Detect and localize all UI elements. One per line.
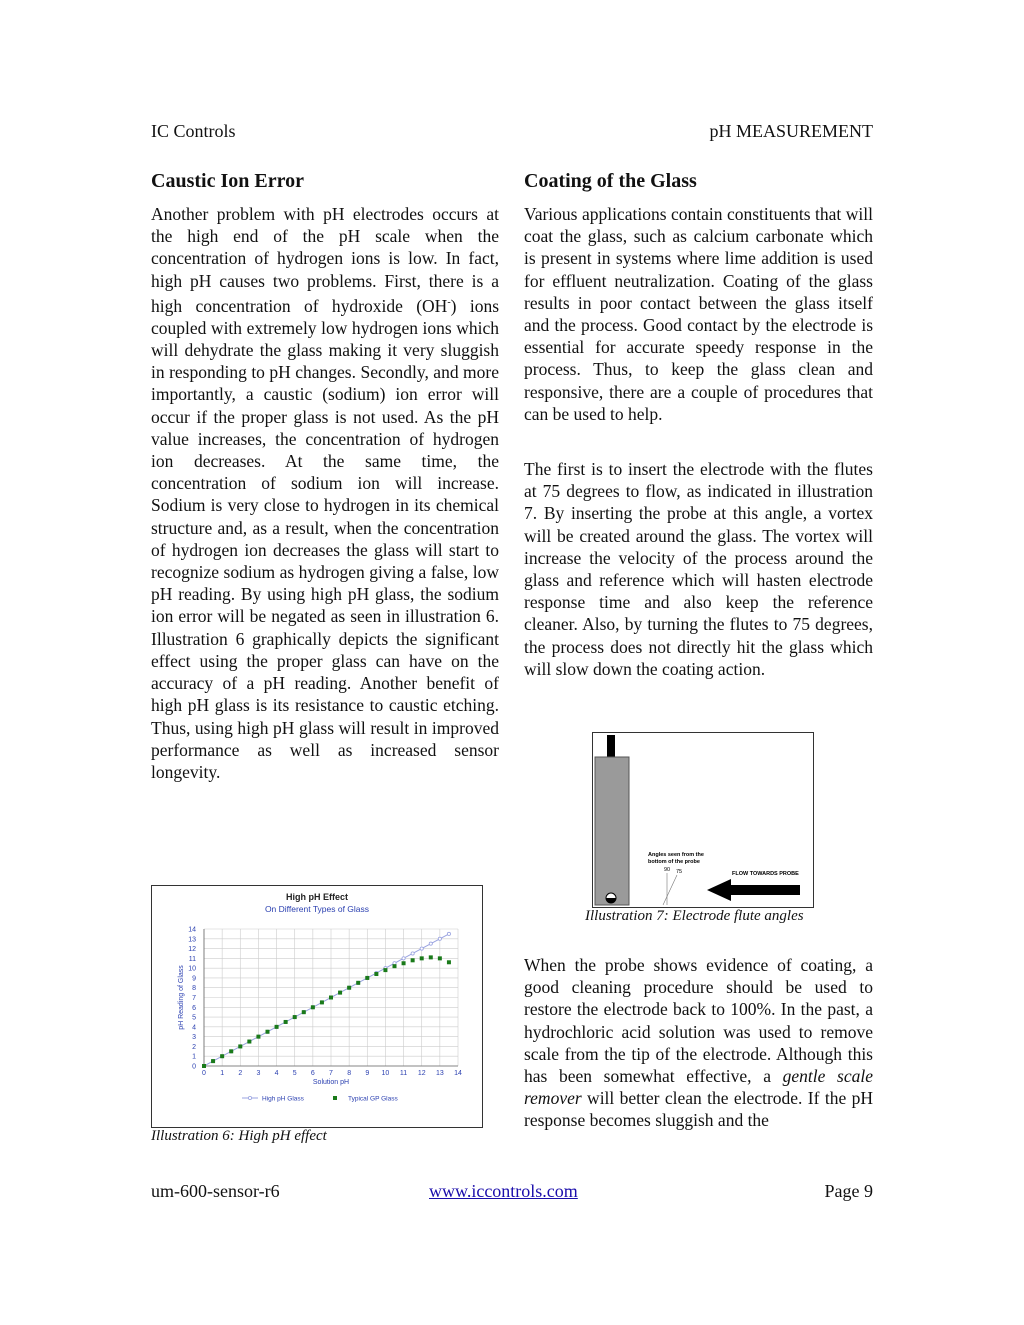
point-typical-gp-glass [338, 991, 342, 995]
high-ph-chart [152, 886, 482, 1127]
y-tick-label: 12 [188, 946, 196, 954]
point-typical-gp-glass [284, 1020, 288, 1024]
point-typical-gp-glass [383, 968, 387, 972]
footer-website-link[interactable]: www.iccontrols.com [429, 1181, 578, 1201]
point-typical-gp-glass [402, 961, 406, 965]
y-tick-label: 13 [188, 936, 196, 944]
point-typical-gp-glass [302, 1010, 306, 1014]
flow-arrow-icon [707, 879, 800, 901]
angle-75-label: 75 [676, 869, 683, 875]
chart-subtitle: On Different Types of Glass [264, 904, 370, 914]
header-right: pH MEASUREMENT [709, 121, 873, 141]
angles-label-line2: bottom of the probe [648, 859, 700, 865]
y-tick-label: 10 [188, 965, 196, 973]
chart-title: High pH Effect [286, 892, 348, 902]
x-tick-label: 8 [347, 1070, 352, 1077]
point-typical-gp-glass [275, 1025, 279, 1029]
caption-illustration-6: Illustration 6: High pH effect [151, 1128, 327, 1144]
y-tick-label: 9 [192, 975, 196, 983]
section-heading-coating: Coating of the Glass [524, 170, 697, 192]
flow-label: FLOW TOWARDS PROBE [732, 871, 799, 877]
angle-75-line [663, 875, 677, 905]
x-tick-label: 3 [256, 1070, 261, 1077]
point-typical-gp-glass [229, 1049, 233, 1053]
figure-electrode-flute-angles [592, 732, 814, 908]
point-typical-gp-glass [438, 956, 442, 960]
y-tick-label: 2 [192, 1043, 196, 1051]
figure-high-ph-chart [151, 885, 483, 1128]
x-tick-label: 1 [220, 1070, 225, 1077]
coating-paragraph-2: The first is to insert the electrode with the flutes at 75 degrees to flow, as indicated in illustration 7. By inserting the probe at this angle, a vortex will be created around the glass. The vortex will increase the velocity of the process around the glass and reference which will hasten electrode response time and also keep the reference cleaner. Also, by turning the flutes to 75 degrees, the process does not directly hit the glass which will slow down the coating action. [524, 459, 873, 679]
probe-cable [607, 735, 615, 757]
point-high-ph-glass [411, 952, 414, 955]
y-axis-label: pH Reading of Glass [178, 965, 185, 1030]
caption-illustration-7: Illustration 7: Electrode flute angles [585, 908, 804, 924]
point-typical-gp-glass [365, 976, 369, 980]
point-typical-gp-glass [429, 955, 433, 959]
header-left: IC Controls [151, 121, 236, 141]
y-tick-label: 4 [192, 1024, 196, 1032]
point-high-ph-glass [438, 937, 441, 940]
legend-marker-high-ph-glass [248, 1096, 251, 1099]
y-tick-label: 11 [188, 955, 196, 963]
x-tick-label: 4 [274, 1070, 279, 1077]
point-typical-gp-glass [293, 1015, 297, 1019]
footer-doc-id: um-600-sensor-r6 [151, 1181, 280, 1201]
x-tick-label: 2 [238, 1070, 243, 1077]
point-typical-gp-glass [356, 981, 360, 985]
x-tick-label: 7 [329, 1070, 333, 1077]
legend-marker-typical-gp-glass [333, 1096, 337, 1100]
caustic-paragraph [151, 203, 499, 783]
y-tick-label: 1 [192, 1053, 196, 1061]
point-typical-gp-glass [347, 986, 351, 990]
x-tick-label: 13 [435, 1070, 444, 1077]
y-tick-label: 14 [188, 926, 196, 934]
x-tick-label: 0 [202, 1070, 206, 1077]
y-tick-label: 5 [192, 1014, 196, 1022]
point-typical-gp-glass [220, 1054, 224, 1058]
x-tick-label: 14 [454, 1070, 462, 1077]
x-tick-label: 10 [381, 1070, 390, 1077]
point-typical-gp-glass [247, 1040, 251, 1044]
point-high-ph-glass [429, 942, 432, 945]
section-heading-caustic: Caustic Ion Error [151, 170, 304, 192]
point-typical-gp-glass [420, 956, 424, 960]
point-high-ph-glass [447, 932, 450, 935]
legend-label-high-ph-glass: High pH Glass [262, 1095, 304, 1103]
x-tick-label: 12 [417, 1070, 426, 1077]
point-typical-gp-glass [411, 958, 415, 962]
probe-body [595, 757, 629, 905]
point-typical-gp-glass [211, 1059, 215, 1063]
point-high-ph-glass [420, 947, 423, 950]
x-tick-label: 11 [399, 1070, 408, 1077]
y-tick-label: 3 [192, 1034, 196, 1042]
point-typical-gp-glass [447, 960, 451, 964]
coating-text-3a: When the probe shows evidence of coating, a good cleaning procedure should be used to restore the electrode back to 100%. In the past, a hydrochloric acid solution was used to remove scale from the tip of the electrode. Although this has been somewhat effective, a [524, 955, 873, 1087]
point-typical-gp-glass [374, 972, 378, 976]
electrode-diagram [593, 733, 813, 907]
angles-label-line1: Angles seen from the [648, 852, 704, 858]
superscript-minus: - [447, 296, 451, 308]
coating-paragraph-1: Various applications contain constituents that will coat the glass, such as calcium carbonate which is present in systems where lime addition is used for effluent neutralization. Coating of the glass results in poor contact between the glass itself and the process. Good contact by the electrode is essential for accurate speedy response in the process. Thus, to keep the glass clean and responsive, there are a couple of procedures that can be used to help. [524, 204, 873, 424]
legend-label-typical-gp-glass: Typical GP Glass [348, 1095, 398, 1103]
point-typical-gp-glass [256, 1035, 260, 1039]
coating-paragraph-3 [524, 954, 873, 1132]
emphasis-gentle-scale-remover: gentle scale remover [524, 1066, 873, 1109]
point-typical-gp-glass [266, 1030, 270, 1034]
y-tick-label: 0 [192, 1063, 196, 1071]
angle-90-label: 90 [664, 867, 671, 873]
y-tick-label: 8 [192, 985, 196, 993]
point-high-ph-glass [402, 957, 405, 960]
x-axis-label: Solution pH [312, 1079, 350, 1086]
point-typical-gp-glass [393, 964, 397, 968]
y-tick-label: 6 [192, 1004, 196, 1012]
point-typical-gp-glass [202, 1064, 206, 1068]
footer-page-number: Page 9 [824, 1181, 873, 1201]
point-typical-gp-glass [311, 1005, 315, 1009]
caustic-text-1: Another problem with pH electrodes occurs at the high end of the pH scale when the concentration of hydrogen ions is low. In fact, high pH causes two problems. First, there is a high concentration of hydroxide (OH [151, 204, 499, 316]
x-tick-label: 9 [365, 1070, 370, 1077]
x-tick-label: 6 [310, 1070, 315, 1077]
x-tick-label: 5 [292, 1070, 297, 1077]
point-typical-gp-glass [320, 1000, 324, 1004]
y-tick-label: 7 [192, 995, 196, 1002]
coating-text-3b: will better clean the electrode. If the pH response becomes sluggish and the [524, 1088, 873, 1131]
caustic-text-2: ) ions coupled with extremely low hydrogen ions which will dehydrate the glass making it very sluggish in responding to pH changes. Secondly, and more importantly, a caustic (sodium) ion error will occur if the proper glass is not used. As the pH value increases, the concentration of hydrogen ion decreases. At the same time, the concentration of sodium ion will increase. Sodium is very close to hydrogen in its chemical structure and, as a result, when the concentration of hydrogen ion decreases the glass will start to recognize sodium as hydrogen giving a false, low pH reading. By using high pH glass, the sodium ion error will be negated as seen in illustration 6. Illustration 6 graphically depicts the significant effect using the proper glass can have on the accuracy of a pH reading. Another benefit of high pH glass is its resistance to caustic etching. Thus, using high pH glass will result in improved performance as well as increased sensor longevity. [151, 295, 500, 782]
point-typical-gp-glass [329, 996, 333, 1000]
point-typical-gp-glass [238, 1044, 242, 1048]
